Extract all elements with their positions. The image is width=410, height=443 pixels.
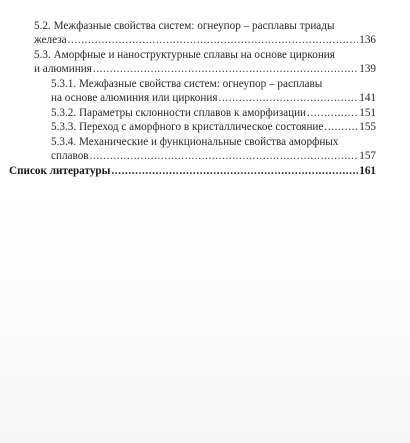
toc-entry-5-3-4 [51,149,376,163]
toc-entry-references [9,164,376,178]
toc-entry-5-3-line2: и алюминия [34,63,92,75]
toc-entry-5-2 [34,33,376,47]
toc-entry-5-3-3 [51,120,376,134]
toc-entry-5-3-1 [51,91,376,105]
dot-leader [324,120,358,134]
toc-entry-5-3-1-line2: на основе алюминия или циркония [51,92,218,104]
toc-page-number: 155 [359,121,376,133]
toc-page-number: 141 [359,92,376,104]
toc-entry-5-3-2-line1: 5.3.2. Параметры склонности сплавов к аморфизации [51,107,307,119]
toc-entry-5-3-2 [51,106,376,120]
dot-leader [90,149,359,163]
toc-entry-5-3-line1: 5.3. Аморфные и наноструктурные сплавы на основе циркония [34,49,335,61]
toc-entry-5-3-3-line1: 5.3.3. Переход с аморфного в кристаллическое состояние [51,121,324,133]
dot-leader [219,91,359,105]
toc-page-number: 157 [359,150,376,162]
dot-leader [307,106,358,120]
toc-entry-references-title: Список литературы [9,165,111,177]
toc-page-number: 136 [359,34,376,46]
toc-page-number: 151 [359,107,376,119]
toc-entry-5-2-line1: 5.2. Межфазные свойства систем: огнеупор – расплавы триады [34,20,335,32]
dot-leader [68,33,359,47]
dot-leader [93,62,358,76]
toc-page-number: 161 [359,165,376,177]
dot-leader [111,164,358,178]
toc-entry-5-3-1-line1: 5.3.1. Межфазные свойства систем: огнеупор – расплавы [51,78,323,90]
toc-entry-5-3-4-line2: сплавов [51,150,89,162]
toc-page-number: 139 [359,63,376,75]
toc-entry-5-2-line2: железа [34,34,67,46]
toc-entry-5-3 [34,62,376,76]
toc-entry-5-3-4-line1: 5.3.4. Механические и функциональные свойства аморфных [51,136,339,148]
